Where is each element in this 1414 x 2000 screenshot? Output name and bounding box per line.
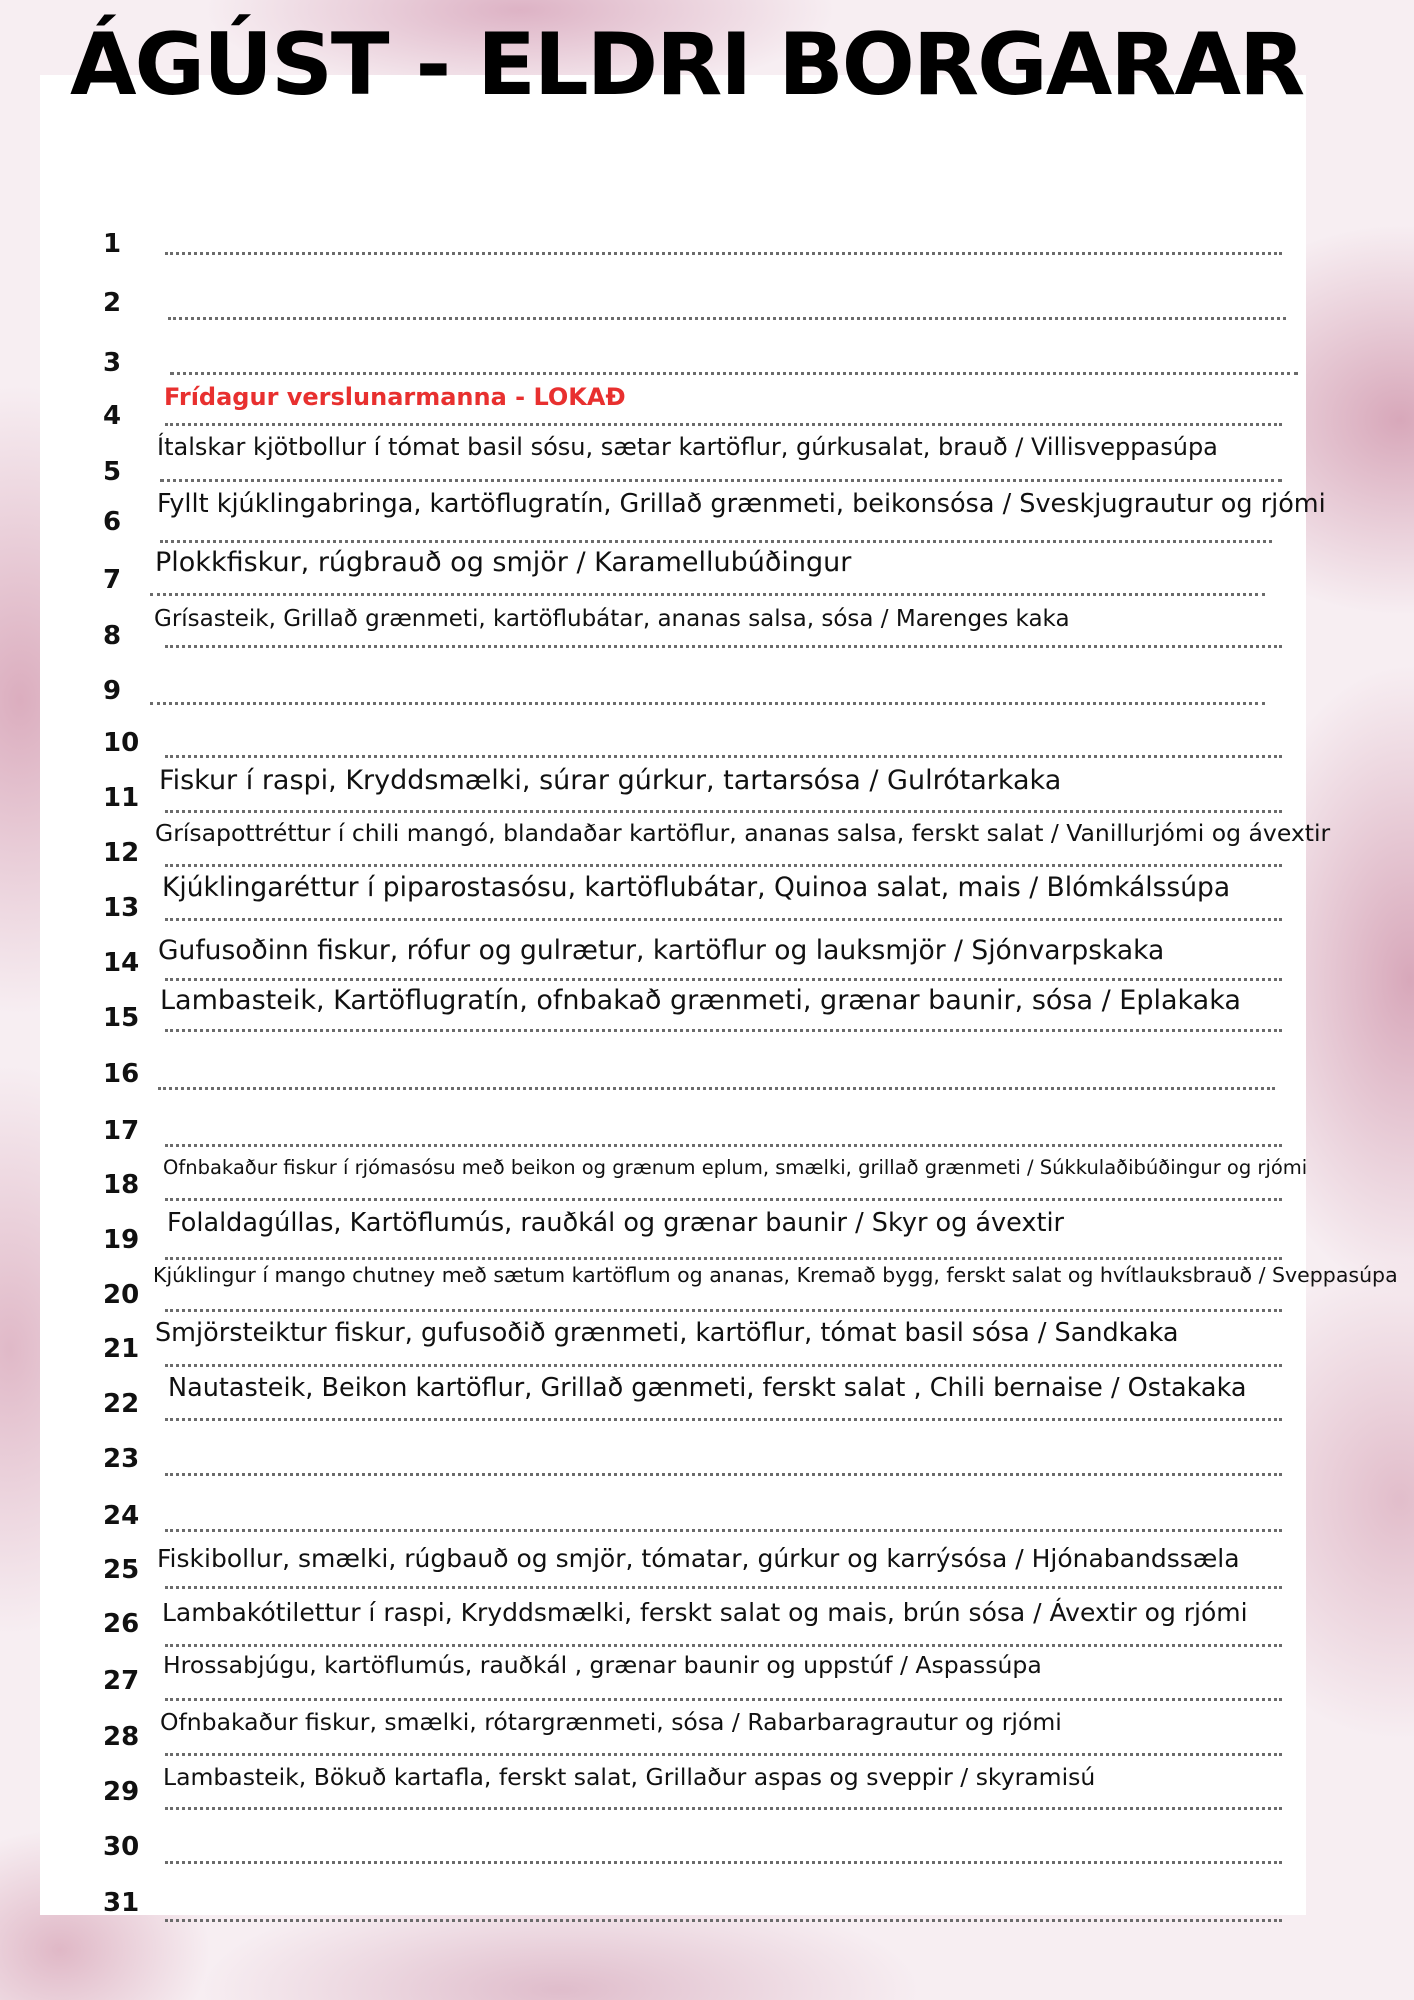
dotted-line [165,1644,1282,1647]
day-row [0,935,1414,978]
day-row [0,1444,1414,1474]
day-row [0,383,1414,431]
dotted-line [165,918,1282,921]
dotted-line [165,1753,1282,1756]
day-number: 5 [103,457,122,487]
day-row [0,872,1414,923]
day-number: 7 [103,565,122,595]
dotted-line [170,372,1298,375]
menu-item-text: Fiskur í raspi, Kryddsmælki, súrar gúrkur, tartarsósa / Gulrótarkaka [159,765,1062,796]
day-row [0,489,1414,537]
day-row [0,547,1414,595]
day-row [0,1263,1414,1310]
day-row [0,985,1414,1033]
day-number: 8 [103,621,122,651]
dotted-line [165,1919,1282,1922]
day-number: 24 [103,1501,140,1531]
day-number: 27 [103,1666,140,1696]
dotted-line [165,1029,1282,1032]
dotted-line [165,1198,1282,1201]
dotted-line [150,593,1265,596]
day-number: 9 [103,676,122,706]
day-number: 31 [103,1888,140,1918]
day-row [0,1156,1414,1200]
day-number: 13 [103,893,140,923]
menu-item-text: Plokkfiskur, rúgbrauð og smjör / Karamellubúðingur [155,547,852,578]
day-number: 2 [103,288,122,318]
day-row [0,1763,1414,1807]
day-number: 23 [103,1444,140,1474]
day-number: 29 [103,1777,140,1807]
day-row [0,229,1414,259]
dotted-line [165,1418,1282,1421]
day-number: 4 [103,401,122,431]
day-row [0,1598,1414,1639]
dotted-line [168,317,1286,320]
day-number: 19 [103,1225,140,1255]
day-row [0,1059,1414,1089]
day-row [0,1373,1414,1419]
day-number: 17 [103,1116,140,1146]
holiday-notice: Frídagur verslunarmanna - LOKAÐ [164,383,626,411]
dotted-line [165,1257,1282,1260]
day-number: 21 [103,1334,140,1364]
menu-item-text: Ítalskar kjötbollur í tómat basil sósu, sætar kartöflur, gúrkusalat, brauð / Villisveppasúpa [157,433,1218,461]
day-row [0,606,1414,651]
menu-item-text: Folaldagúllas, Kartöflumús, rauðkál og grænar baunir / Skyr og ávextir [167,1208,1065,1238]
day-number: 25 [103,1555,140,1585]
dotted-line [160,479,1282,482]
day-row [0,1116,1414,1146]
day-row [0,1544,1414,1585]
menu-item-text: Kjúklingur í mango chutney með sætum kartöflum og ananas, Kremað bygg, ferskt salat og hvítlauksbrauð / Sveppasúpa [153,1263,1398,1287]
day-number: 30 [103,1832,140,1862]
menu-item-text: Gufusoðinn fiskur, rófur og gulrætur, kartöflur og lauksmjör / Sjónvarpskaka [158,935,1165,966]
day-row [0,1208,1414,1255]
day-number: 1 [103,229,122,259]
dotted-line [165,755,1282,758]
day-number: 22 [103,1389,140,1419]
dotted-line [165,1309,1282,1312]
menu-item-text: Smjörsteiktur fiskur, gufusoðið grænmeti, kartöflur, tómat basil sósa / Sandkaka [155,1318,1179,1348]
day-row [0,728,1414,758]
dotted-line [165,1364,1282,1367]
day-row [0,819,1414,868]
day-row [0,1651,1414,1696]
day-number: 6 [103,507,122,537]
dotted-line [165,1473,1282,1476]
page-title: ÁGÚST - ELDRI BORGARAR [70,15,1304,115]
menu-item-text: Hrossabjúgu, kartöflumús, rauðkál , grænar baunir og uppstúf / Aspassúpa [163,1651,1042,1679]
dotted-line [160,540,1272,543]
menu-item-text: Fyllt kjúklingabringa, kartöflugratín, Grillað grænmeti, beikonsósa / Sveskjugrautur og rjómi [157,489,1326,519]
dotted-line [165,978,1282,981]
dotted-line [165,1529,1282,1532]
dotted-line [165,1861,1282,1864]
day-number: 10 [103,728,140,758]
day-number: 26 [103,1609,140,1639]
menu-item-text: Lambakótilettur í raspi, Kryddsmælki, ferskt salat og mais, brún sósa / Ávextir og rjómi [162,1598,1248,1627]
day-row [0,1318,1414,1364]
dotted-line [158,1087,1275,1090]
day-number: 15 [103,1003,140,1033]
day-number: 20 [103,1280,140,1310]
day-number: 16 [103,1059,140,1089]
day-row [0,1708,1414,1752]
day-row [0,433,1414,487]
menu-item-text: Fiskibollur, smælki, rúgbauð og smjör, tómatar, gúrkur og karrýsósa / Hjónabandssæla [157,1544,1240,1573]
day-row [0,348,1414,378]
dotted-line [165,423,1282,426]
day-row [0,1832,1414,1862]
menu-item-text: Ofnbakaður fiskur, smælki, rótargrænmeti, sósa / Rabarbaragrautur og rjómi [160,1708,1062,1736]
day-number: 14 [103,948,140,978]
dotted-line [165,864,1282,867]
dotted-line [165,1586,1282,1589]
day-row [0,1501,1414,1531]
dotted-line [165,1807,1282,1810]
day-row [0,288,1414,318]
menu-item-text: Grísapottréttur í chili mangó, blandaðar kartöflur, ananas salsa, ferskt salat / Vanillurjómi og ávextir [155,819,1331,847]
menu-item-text: Nautasteik, Beikon kartöflur, Grillað gænmeti, ferskt salat , Chili bernaise / Ostakaka [168,1373,1247,1403]
menu-item-text: Ofnbakaður fiskur í rjómasósu með beikon og grænum eplum, smælki, grillað grænmeti / Súkkulaðibúðingur og rjómi [163,1156,1308,1179]
menu-item-text: Grísasteik, Grillað grænmeti, kartöflubátar, ananas salsa, sósa / Marenges kaka [154,606,1070,632]
day-number: 12 [103,838,140,868]
day-number: 11 [103,783,140,813]
dotted-line [150,702,1265,705]
dotted-line [165,1698,1282,1701]
menu-item-text: Lambasteik, Bökuð kartafla, ferskt salat, Grillaður aspas og sveppir / skyramisú [163,1763,1096,1791]
day-number: 18 [103,1170,140,1200]
menu-item-text: Kjúklingaréttur í piparostasósu, kartöflubátar, Quinoa salat, mais / Blómkálssúpa [162,872,1231,903]
day-row [0,676,1414,706]
day-row [0,1888,1414,1918]
day-number: 28 [103,1722,140,1752]
day-number: 3 [103,348,122,378]
dotted-line [165,810,1282,813]
day-row [0,765,1414,813]
dotted-line [165,1144,1282,1147]
dotted-line [165,252,1282,255]
menu-item-text: Lambasteik, Kartöflugratín, ofnbakað grænmeti, grænar baunir, sósa / Eplakaka [160,985,1241,1016]
dotted-line [165,645,1282,648]
